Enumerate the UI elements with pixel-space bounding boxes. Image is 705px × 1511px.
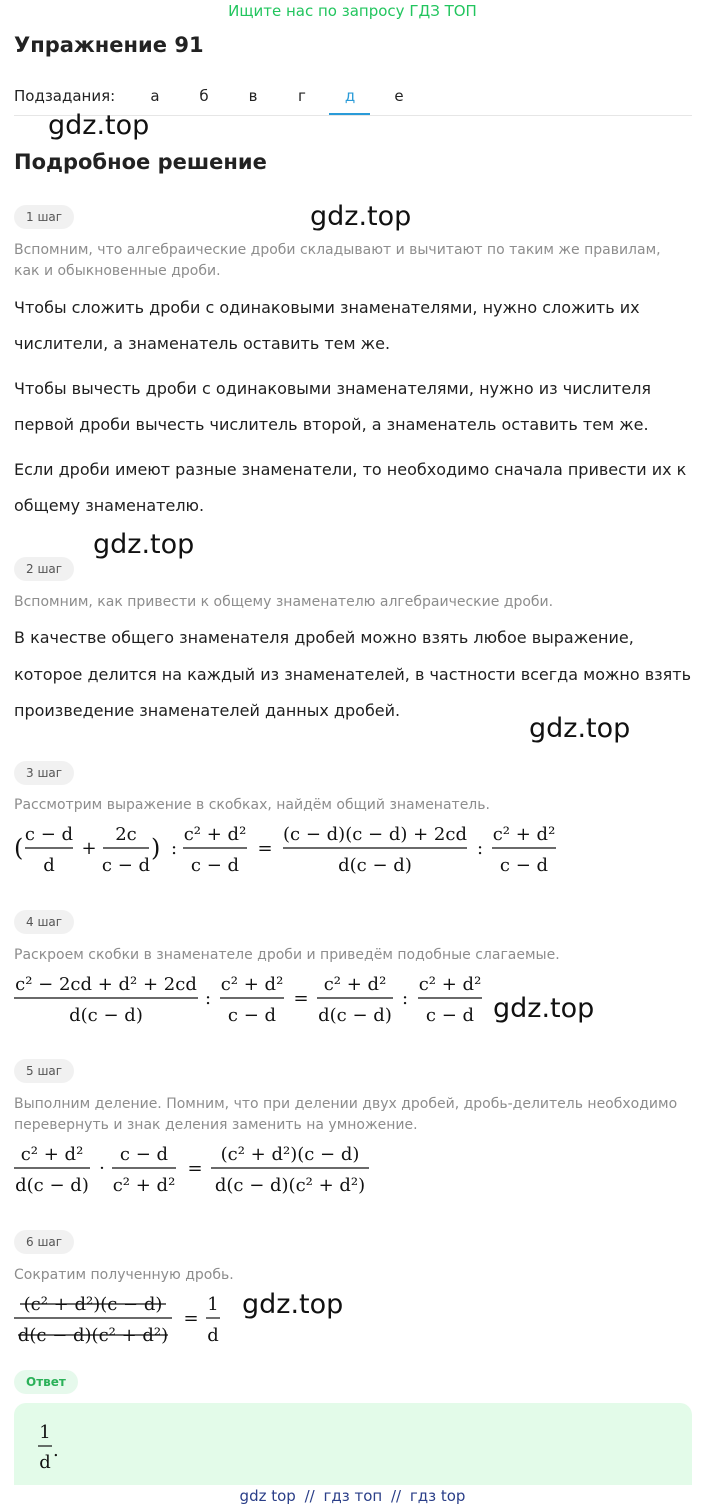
step-3-equation [14,816,574,882]
watermark: gdz.top [48,110,150,141]
watermark: gdz.top [242,1289,344,1320]
multiply-dot: · [99,1158,105,1179]
footer-separator: // [390,1487,402,1505]
fraction-numerator: c² + d² [20,1144,84,1165]
answer-fraction [37,1418,77,1482]
answer-badge: Ответ [14,1370,78,1394]
subtask-tab-g[interactable]: г [298,87,306,105]
watermark: gdz.top [493,993,595,1024]
answer-box [14,1403,692,1485]
fraction-numerator: c² + d² [220,974,284,995]
step-3-badge: 3 шаг [14,761,74,785]
step-2-text-line: В качестве общего знаменателя дробей можно взять любое выражение, [14,628,634,647]
fraction-numerator: c² + d² [183,824,247,845]
subtask-tab-d[interactable]: д [344,87,356,105]
fraction-denominator: d(c − d) [318,1005,392,1026]
step-4-hint: Раскроем скобки в знаменателе дроби и приведём подобные слагаемые. [14,947,560,963]
fraction-denominator: c − d [190,855,240,876]
subtask-tab-a[interactable]: а [150,87,160,105]
fraction-numerator: c² − 2cd + d² + 2cd [15,974,197,995]
step-6-badge: 6 шаг [14,1230,74,1254]
step-1-text-line: Если дроби имеют разные знаменатели, то необходимо сначала привести их к [14,460,687,479]
colon-sign: : [170,838,178,859]
step-1-hint-line-1: Вспомним, что алгебраические дроби складывают и вычитают по таким же правилам, [14,242,661,258]
paren-open: ( [14,834,24,862]
equals-sign: = [183,1308,199,1329]
bottom-links [0,1487,705,1505]
step-5-badge: 5 шаг [14,1059,74,1083]
answer-period: . [53,1440,59,1461]
fraction-denominator: d(c − d)(c² + d²) [214,1175,366,1196]
fraction-numerator: c − d [119,1144,169,1165]
fraction-denominator: d [207,1325,219,1346]
step-1-hint-line-2: как и обыкновенные дроби. [14,263,221,279]
fraction-numerator: (c² + d²)(c − d) [23,1294,163,1315]
fraction-denominator: d(c − d)(c² + d²) [17,1325,169,1346]
fraction-numerator: (c² + d²)(c − d) [220,1144,360,1165]
equals-sign: = [257,838,273,859]
fraction-denominator: d(c − d) [15,1175,89,1196]
footer-link[interactable]: гдз top [409,1487,466,1505]
step-2-badge: 2 шаг [14,557,74,581]
step-6-equation [14,1285,234,1353]
equals-sign: = [187,1158,203,1179]
subtask-tab-v[interactable]: в [248,87,258,105]
step-3-hint: Рассмотрим выражение в скобках, найдём общий знаменатель. [14,797,490,813]
fraction-denominator: c − d [425,1005,475,1026]
step-2-text-line: произведение знаменателей данных дробей. [14,701,401,720]
plus-sign: + [81,838,97,859]
step-2-text-line: которое делится на каждый из знаменателей, в частности всегда можно взять [14,665,692,684]
step-6-hint: Сократим полученную дробь. [14,1267,234,1283]
fraction-denominator: d [43,855,55,876]
step-1-text-line: общему знаменателю. [14,496,205,515]
watermark: gdz.top [93,529,195,560]
step-5-hint-line-2: перевернуть и знак деления заменить на умножение. [14,1117,418,1133]
step-1-text-line: первой дроби вычесть числитель второй, а знаменатель оставить тем же. [14,415,649,434]
fraction-denominator: d [39,1452,51,1473]
step-5-hint-line-1: Выполним деление. Помним, что при делении двух дробей, дробь-делитель необходимо [14,1096,678,1112]
fraction-numerator: c² + d² [323,974,387,995]
subtasks-label: Подзадания: [14,87,116,105]
fraction-numerator: c − d [24,824,74,845]
step-2-hint: Вспомним, как привести к общему знаменателю алгебраические дроби. [14,594,554,610]
fraction-denominator: c − d [499,855,549,876]
footer-separator: // [304,1487,315,1505]
fraction-numerator: 2c [115,824,137,845]
subtask-tab-b[interactable]: б [199,87,209,105]
fraction-numerator: 1 [207,1294,219,1315]
section-title: Подробное решение [14,150,267,174]
paren-close: ) [151,834,161,862]
footer-link[interactable]: gdz top [239,1487,296,1505]
step-4-badge: 4 шаг [14,910,74,934]
footer-link[interactable]: гдз топ [323,1487,383,1505]
step-5-equation [14,1135,384,1203]
subtask-tab-e[interactable]: е [394,87,404,105]
watermark: gdz.top [529,713,631,744]
step-1-badge: 1 шаг [14,205,74,229]
colon-sign: : [401,988,409,1009]
active-tab-underline [329,113,370,115]
exercise-title: Упражнение 91 [14,33,204,57]
top-banner[interactable]: Ищите нас по запросу ГДЗ ТОП [228,2,477,20]
fraction-numerator: c² + d² [492,824,556,845]
fraction-denominator: c² + d² [112,1175,176,1196]
fraction-denominator: c − d [101,855,151,876]
step-1-text-line: Чтобы сложить дроби с одинаковыми знаменателями, нужно сложить их [14,298,640,317]
fraction-denominator: c − d [227,1005,277,1026]
fraction-denominator: d(c − d) [69,1005,143,1026]
fraction-numerator: 1 [39,1422,51,1443]
step-4-equation [14,965,494,1033]
equals-sign: = [293,988,309,1009]
step-1-text-line: Чтобы вычесть дроби с одинаковыми знаменателями, нужно из числителя [14,379,652,398]
colon-sign: : [204,988,212,1009]
colon-sign: : [476,838,484,859]
fraction-numerator: (c − d)(c − d) + 2cd [283,824,467,845]
fraction-numerator: c² + d² [418,974,482,995]
fraction-denominator: d(c − d) [338,855,412,876]
watermark: gdz.top [310,201,412,232]
step-1-text-line: числители, а знаменатель оставить тем же. [14,334,391,353]
